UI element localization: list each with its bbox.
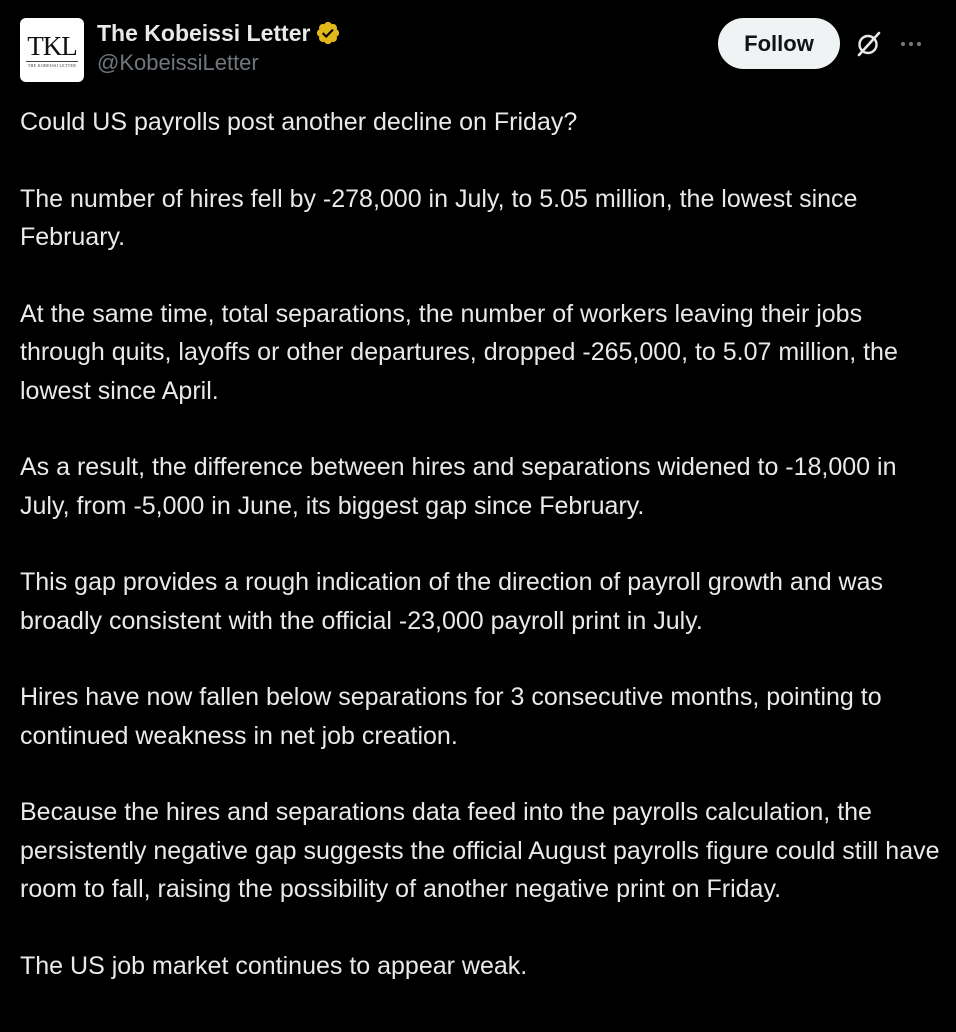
tweet-paragraph: At the same time, total separations, the number of workers leaving their jobs through quits, layoffs or other departures, dropped -265,000, to 5.07 million, the lowest since April. [20, 299, 898, 405]
author-display-name[interactable]: The Kobeissi Letter [97, 19, 311, 46]
tweet-paragraph: The US job market continues to appear weak. [20, 951, 528, 980]
more-icon[interactable] [896, 30, 926, 60]
avatar-logo-rule [26, 61, 78, 62]
grok-icon[interactable] [854, 29, 884, 59]
follow-button[interactable]: Follow [718, 18, 840, 69]
tweet-text [20, 103, 940, 985]
author-handle[interactable]: @KobeissiLetter [97, 50, 259, 75]
tweet-paragraph: As a result, the difference between hires and separations widened to -18,000 in July, from -5,000 in June, its biggest gap since February. [20, 453, 897, 520]
tweet-paragraph: Hires have now fallen below separations for 3 consecutive months, pointing to continued weakness in net job creation. [20, 683, 882, 750]
author-name-row[interactable] [97, 16, 341, 50]
tweet-paragraph: This gap provides a rough indication of the direction of payroll growth and was broadly consistent with the official -23,000 payroll print in July. [20, 568, 884, 635]
verified-badge-icon [315, 20, 341, 46]
avatar[interactable] [20, 18, 84, 82]
tweet-paragraph: Could US payrolls post another decline on Friday? [20, 108, 578, 136]
avatar-logo-subtitle: THE KOBEISSI LETTER [27, 63, 77, 68]
tweet-paragraph: The number of hires fell by -278,000 in July, to 5.05 million, the lowest since February. [20, 184, 858, 251]
tweet-paragraph: Because the hires and separations data feed into the payrolls calculation, the persistently negative gap suggests the official August payrolls figure could still have room to fall, raising the possibility of another negative print on Friday. [20, 798, 940, 903]
avatar-logo-letters: TKL [27, 31, 77, 61]
